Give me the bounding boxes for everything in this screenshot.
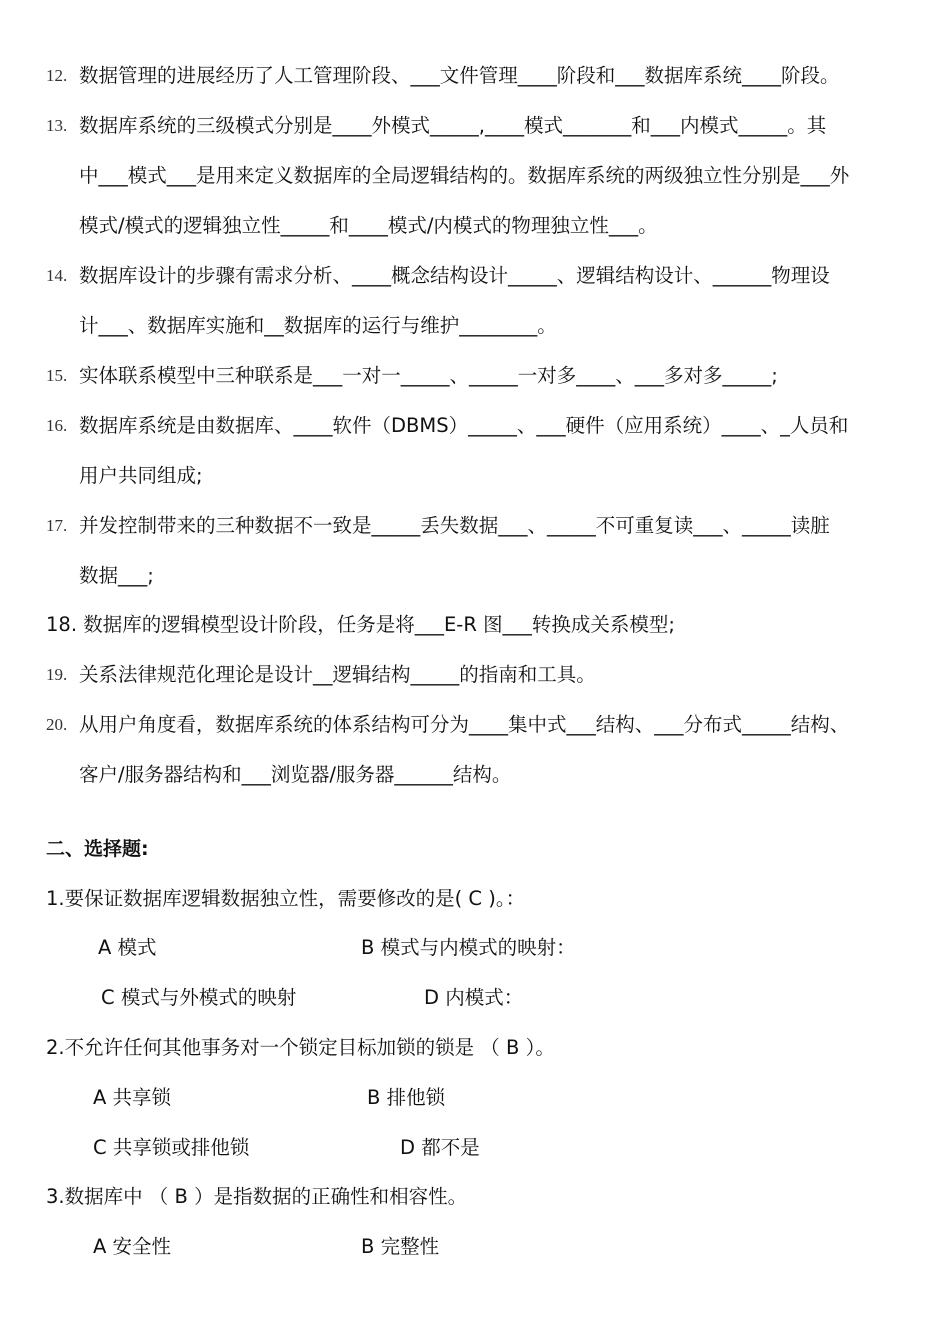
item-text: 数据管理的进展经历了人工管理阶段、___文件管理____阶段和___数据库系统____阶段。: [79, 64, 840, 87]
item-text: 并发控制带来的三种数据不一致是_____丢失数据___、_____不可重复读___、_____读脏: [79, 514, 830, 537]
item-text: 用户共同组成;: [79, 464, 203, 487]
item-text: 18. 数据库的逻辑模型设计阶段，任务是将___E-R 图___转换成关系模型;: [46, 613, 675, 636]
option-b: B 完整性: [361, 1235, 440, 1258]
item-text: 数据___;: [79, 564, 154, 587]
item-text: 关系法律规范化理论是设计__逻辑结构_____的指南和工具。: [79, 663, 596, 686]
item-number: 12.: [46, 66, 68, 85]
option-a: A 安全性: [93, 1235, 172, 1258]
item-number: 13.: [46, 116, 68, 135]
item-text: 客户/服务器结构和___浏览器/服务器______结构。: [79, 763, 512, 786]
option-b: B 模式与内模式的映射：: [361, 936, 576, 959]
option-c: C 模式与外模式的映射: [101, 986, 297, 1009]
section-heading: 二、选择题:: [46, 838, 149, 860]
item-text: 从用户角度看，数据库系统的体系结构可分为____集中式___结构、___分布式_____结构、: [79, 713, 850, 736]
option-a: A 共享锁: [93, 1086, 172, 1109]
item-number: 19.: [46, 665, 68, 684]
item-number: 16.: [46, 416, 68, 435]
question-stem: 1.要保证数据库逻辑数据独立性，需要修改的是( C )。：: [46, 887, 526, 910]
item-number: 17.: [46, 516, 68, 535]
option-a: A 模式: [98, 936, 157, 959]
item-number: 14.: [46, 266, 68, 285]
question-stem: 2.不允许任何其他事务对一个锁定目标加锁的锁是 （ B ）。: [46, 1036, 555, 1059]
option-d: D 内模式：: [424, 986, 524, 1009]
item-text: 数据库设计的步骤有需求分析、____概念结构设计_____、逻辑结构设计、______物理设: [79, 264, 830, 287]
item-number: 20.: [46, 715, 68, 734]
item-text: 计___、数据库实施和__数据库的运行与维护________。: [79, 314, 557, 337]
item-text: 数据库系统是由数据库、____软件（DBMS）_____、___硬件（应用系统）____、_人员和: [79, 414, 849, 437]
item-text: 实体联系模型中三种联系是___一对一_____、_____一对多____、___多对多_____;: [79, 364, 778, 387]
question-stem: 3.数据库中 （ B ）是指数据的正确性和相容性。: [46, 1185, 468, 1208]
item-text: 模式/模式的逻辑独立性_____和____模式/内模式的物理独立性___。: [79, 214, 658, 237]
item-number: 15.: [46, 366, 68, 385]
option-c: C 共享锁或排他锁: [93, 1136, 250, 1159]
option-b: B 排他锁: [367, 1086, 446, 1109]
option-d: D 都不是: [400, 1136, 480, 1159]
item-text: 数据库系统的三级模式分别是____外模式_____,____模式_______和___内模式_____。其: [79, 114, 827, 137]
item-text: 中___模式___是用来定义数据库的全局逻辑结构的。数据库系统的两级独立性分别是___外: [79, 164, 850, 187]
